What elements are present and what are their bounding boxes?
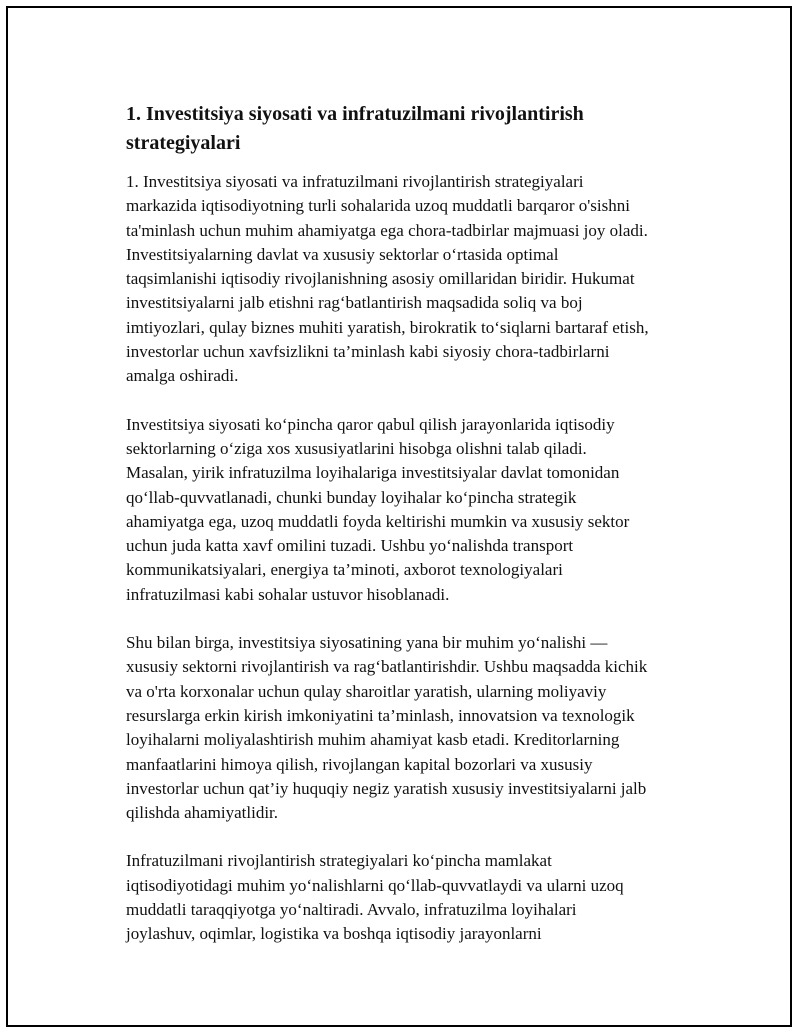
- page-frame: [6, 6, 792, 1027]
- heading-line: 1. Investitsiya siyosati va infratuzilmani rivojlantirish: [126, 103, 584, 125]
- paragraph-list: [126, 170, 698, 947]
- paragraph-line: imtiyozlari, qulay biznes muhiti yaratish, birokratik to‘siqlarni bartaraf etish,: [126, 317, 649, 337]
- paragraph-line: resurslarga erkin kirish imkoniyatini ta’minlash, innovatsion va texnologik: [126, 705, 635, 725]
- paragraph-line: Investitsiya siyosati ko‘pincha qaror qabul qilish jarayonlarida iqtisodiy: [126, 414, 615, 434]
- paragraph: [126, 631, 698, 825]
- paragraph-line: investorlar uchun xavfsizlikni ta’minlash kabi siyosiy chora-tadbirlarni: [126, 342, 610, 362]
- paragraph-line: ta'minlash uchun muhim ahamiyatga ega chora-tadbirlar majmuasi joy oladi.: [126, 220, 648, 240]
- paragraph-line: amalga oshiradi.: [126, 366, 239, 386]
- paragraph-line: investorlar uchun qat’iy huquqiy negiz yaratish xususiy investitsiyalarni jalb: [126, 778, 647, 798]
- section-heading: [126, 100, 698, 158]
- paragraph-line: joylashuv, oqimlar, logistika va boshqa iqtisodiy jarayonlarni: [126, 924, 542, 944]
- paragraph-line: iqtisodiyotidagi muhim yo‘nalishlarni qo‘llab-quvvatlaydi va ularni uzoq: [126, 875, 624, 895]
- paragraph-line: va o'rta korxonalar uchun qulay sharoitlar yaratish, ularning moliyaviy: [126, 681, 607, 701]
- paragraph-line: investitsiyalarni jalb etishni rag‘batlantirish maqsadida soliq va boj: [126, 293, 583, 313]
- paragraph-line: Masalan, yirik infratuzilma loyihalariga investitsiyalar davlat tomonidan: [126, 463, 620, 483]
- paragraph-line: ahamiyatga ega, uzoq muddatli foyda keltirishi mumkin va xususiy sektor: [126, 511, 630, 531]
- paragraph: [126, 413, 698, 607]
- document-body: [126, 100, 698, 971]
- paragraph-line: uchun juda katta xavf omilini tuzadi. Ushbu yo‘nalishda transport: [126, 536, 574, 556]
- paragraph-line: manfaatlarini himoya qilish, rivojlangan kapital bozorlari va xususiy: [126, 754, 593, 774]
- paragraph-line: qo‘llab-quvvatlanadi, chunki bunday loyihalar ko‘pincha strategik: [126, 487, 577, 507]
- paragraph-line: taqsimlanishi iqtisodiy rivojlanishning asosiy omillaridan biridir. Hukumat: [126, 269, 635, 289]
- paragraph-line: kommunikatsiyalari, energiya ta’minoti, axborot texnologiyalari: [126, 560, 563, 580]
- paragraph-line: loyihalarni moliyalashtirish muhim ahamiyat kasb etadi. Kreditorlarning: [126, 730, 620, 750]
- paragraph-line: Shu bilan birga, investitsiya siyosatining yana bir muhim yo‘nalishi —: [126, 633, 608, 653]
- paragraph: [126, 170, 698, 389]
- paragraph-line: qilishda ahamiyatlidir.: [126, 803, 279, 823]
- paragraph-line: Investitsiyalarning davlat va xususiy sektorlar o‘rtasida optimal: [126, 244, 559, 264]
- paragraph-line: sektorlarning o‘ziga xos xususiyatlarini hisobga olishni talab qiladi.: [126, 438, 587, 458]
- paragraph-line: 1. Investitsiya siyosati va infratuzilmani rivojlantirish strategiyalari: [126, 172, 584, 191]
- paragraph: [126, 849, 698, 946]
- paragraph-line: infratuzilmasi kabi sohalar ustuvor hisoblanadi.: [126, 584, 450, 604]
- paragraph-line: Infratuzilmani rivojlantirish strategiyalari ko‘pincha mamlakat: [126, 851, 552, 871]
- paragraph-line: xususiy sektorni rivojlantirish va rag‘batlantirishdir. Ushbu maqsadda kichik: [126, 657, 648, 677]
- heading-line: strategiyalari: [126, 132, 241, 154]
- paragraph-line: muddatli taraqqiyotga yo‘naltiradi. Avvalo, infratuzilma loyihalari: [126, 900, 577, 920]
- paragraph-line: markazida iqtisodiyotning turli sohalarida uzoq muddatli barqaror o'sishni: [126, 196, 630, 216]
